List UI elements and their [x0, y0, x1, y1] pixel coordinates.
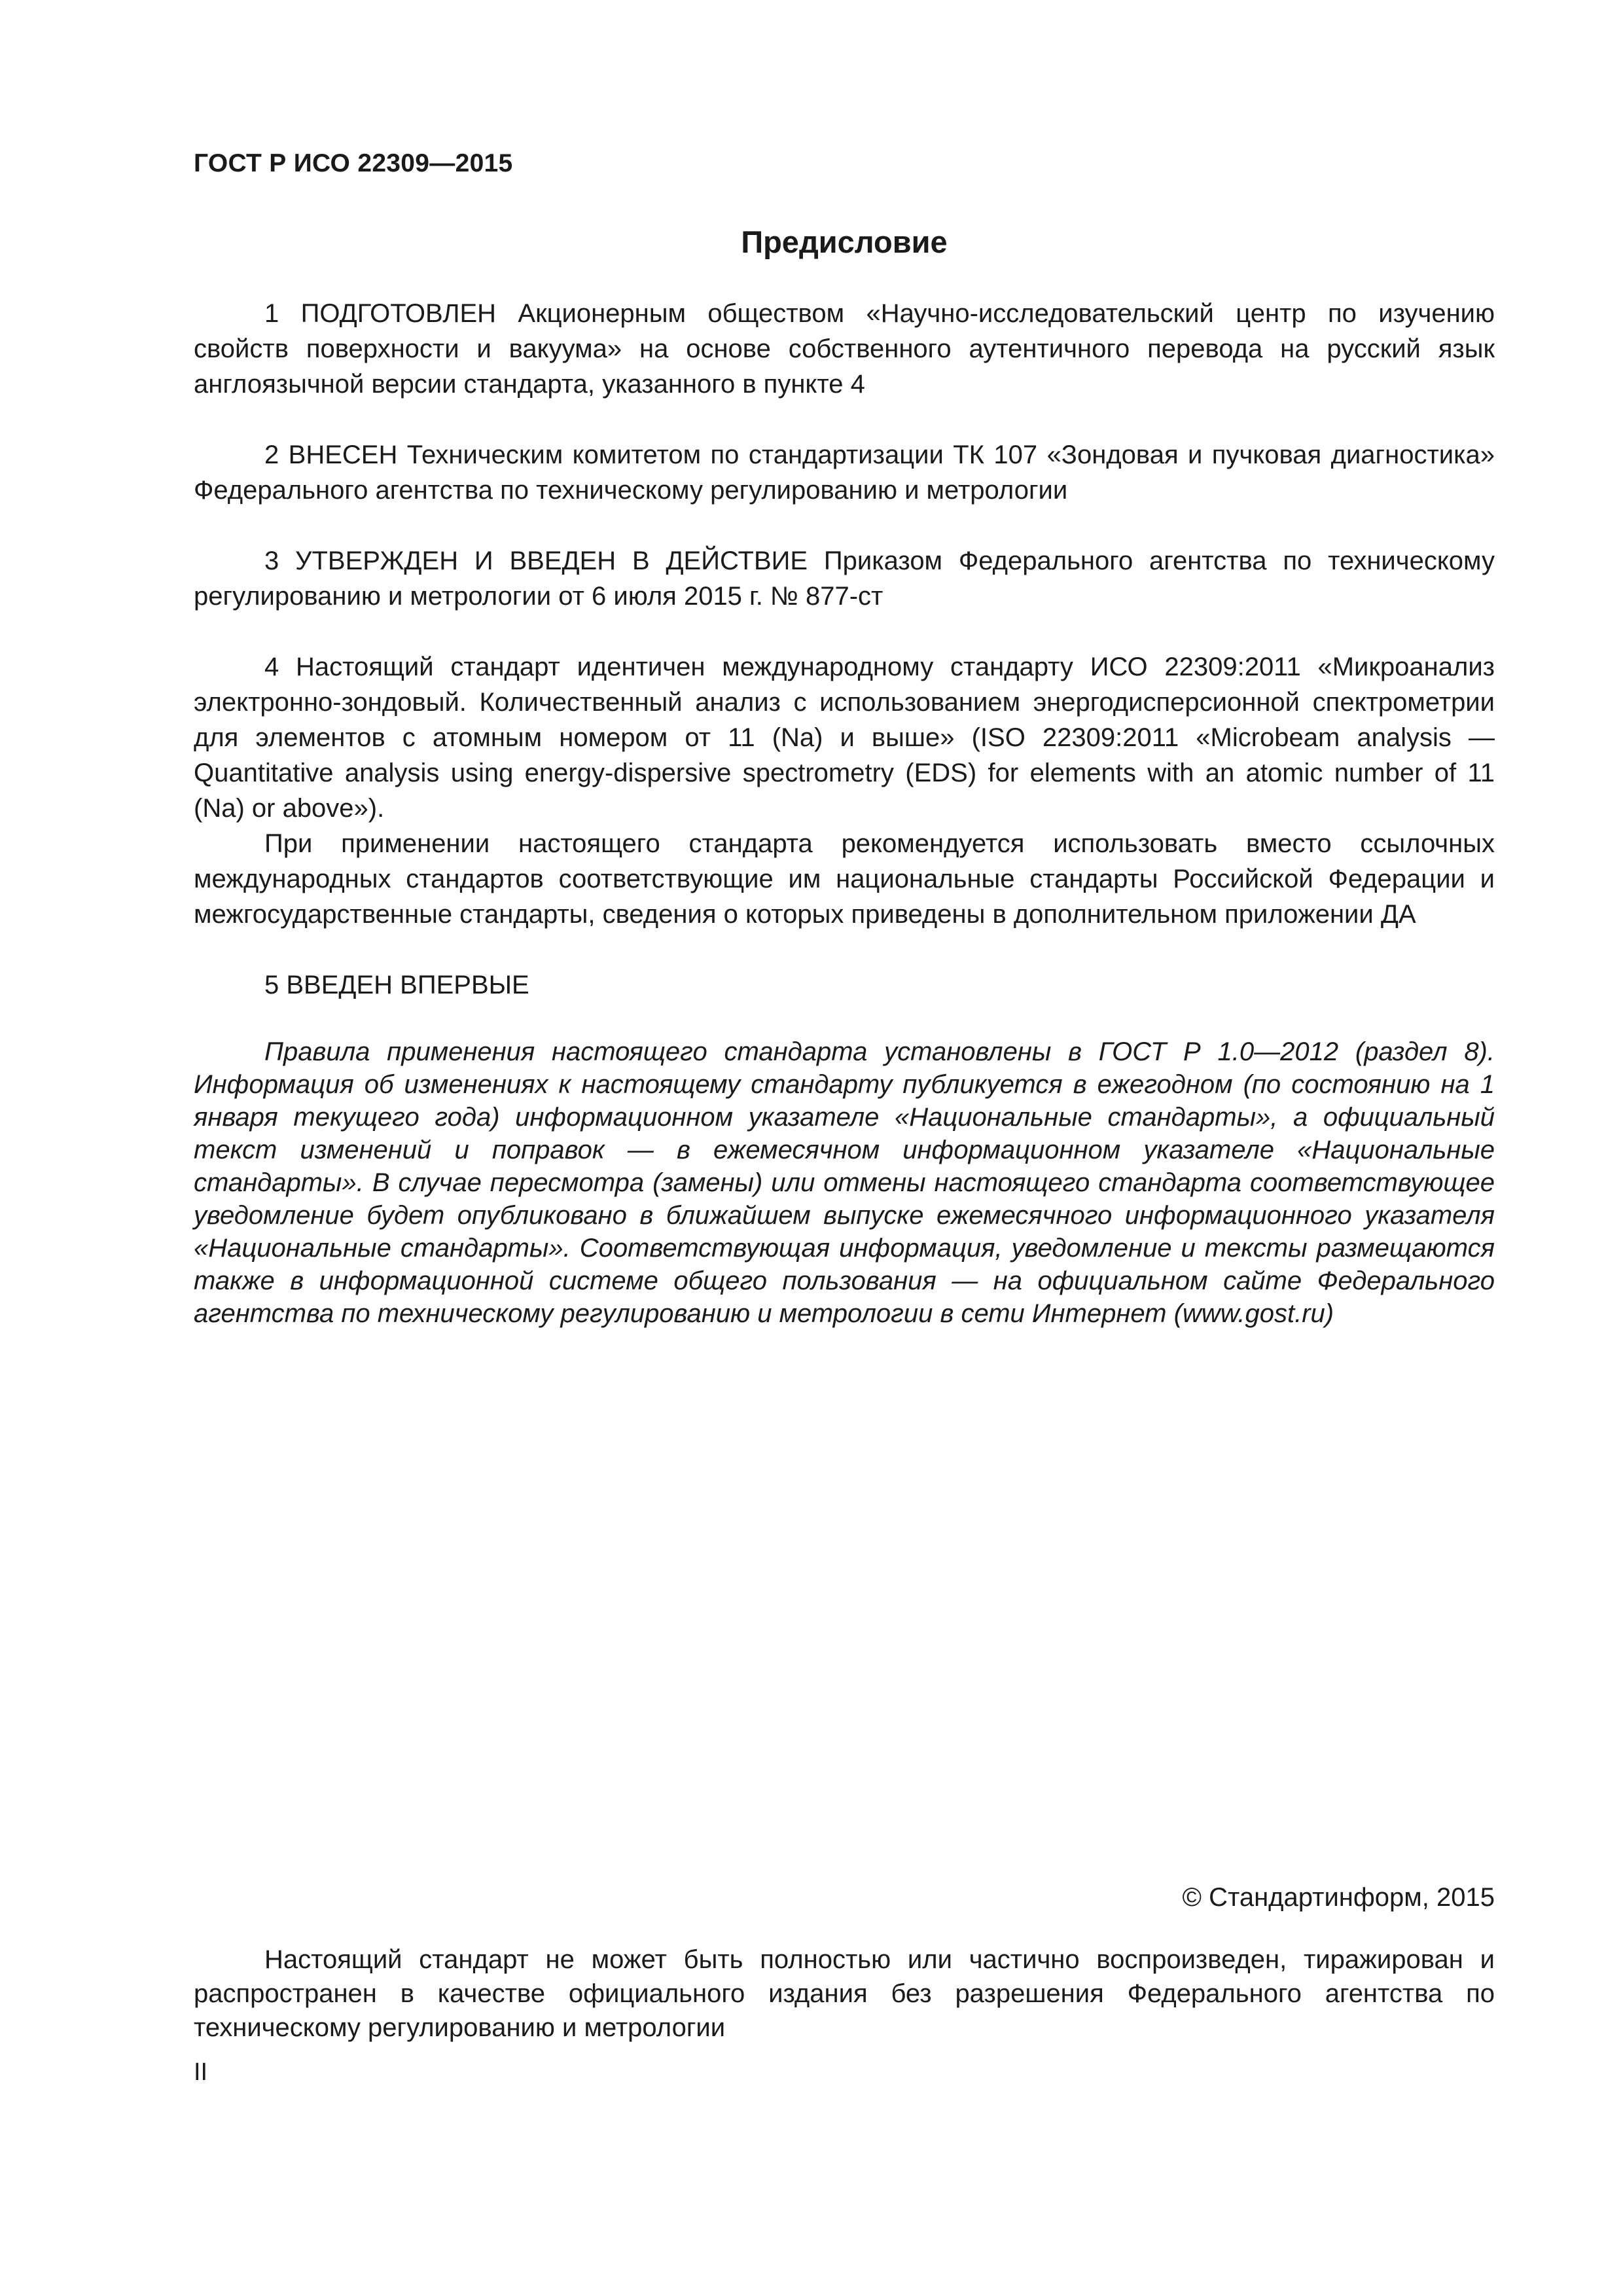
foreword-item-3-lead: 3 УТВЕРЖДЕН И ВВЕДЕН В ДЕЙСТВИЕ [264, 547, 808, 575]
foreword-item-3-text: Приказом Федерального агентства по техническому регулированию и метрологии от 6 июля 2015 г. № 877-ст [194, 547, 1495, 611]
copyright-line: © Стандартинформ, 2015 [1182, 1883, 1495, 1912]
foreword-item-4-text: Настоящий стандарт идентичен международному стандарту ИСО 22309:2011 «Микроанализ электронно-зондовый. Количественный анализ с использованием энергодисперсионной спектрометрии для элементов с атомным номером от 11 (Na) и выше» (ISO 22309:2011 «Microbeam analysis — Quantitative analysis using energy-dispersive spectrometry (EDS) for elements with an atomic number of 11 (Na) or above»). [194, 653, 1495, 823]
foreword-item-5 [194, 967, 1495, 1003]
foreword-items [194, 296, 1495, 1003]
foreword-item-4-note-text: При применении настоящего стандарта рекомендуется использовать вместо ссылочных международных стандартов соответствующие им национальные стандарты Российской Федерации и межгосударственные стандарты, сведения о которых приведены в дополнительном приложении ДА [194, 829, 1495, 929]
foreword-item-2-lead: 2 ВНЕСЕН [264, 440, 398, 469]
foreword-item-4-note [194, 826, 1495, 932]
copyright-notice-text: Настоящий стандарт не может быть полностью или частично воспроизведен, тиражирован и распространен в качестве официального издания без разрешения Федерального агентства по техническому регулированию и метрологии [194, 1945, 1495, 2042]
document-code-header: ГОСТ Р ИСО 22309—2015 [194, 149, 513, 177]
foreword-item-4-lead: 4 [264, 653, 279, 681]
foreword-item-4 [194, 649, 1495, 826]
rules-notice-text: Правила применения настоящего стандарта установлены в ГОСТ Р 1.0—2012 (раздел 8). Информация об изменениях к настоящему стандарту публикуется в ежегодном (по состоянию на 1 января текущего года) информационном указателе «Национальные стандарты», а официальный текст изменений и поправок — в ежемесячном информационном указателе «Национальные стандарты». В случае пересмотра (замены) или отмены настоящего стандарта соответствующее уведомление будет опубликовано в ближайшем выпуске ежемесячного информационного указателя «Национальные стандарты». Соответствующая информация, уведомление и тексты размещаются также в информационной системе общего пользования — на официальном сайте Федерального агентства по техническому регулированию и метрологии в сети Интернет (www.gost.ru) [194, 1037, 1495, 1328]
page-number: II [194, 2058, 208, 2086]
foreword-item-2 [194, 437, 1495, 508]
copyright-notice [194, 1943, 1495, 2045]
rules-notice [194, 1035, 1495, 1330]
foreword-item-1-lead: 1 ПОДГОТОВЛЕН [264, 299, 497, 328]
foreword-item-1-text: Акционерным обществом «Научно-исследовательский центр по изучению свойств поверхности и вакуума» на основе собственного аутентичного перевода на русский язык англоязычной версии стандарта, указанного в пункте 4 [194, 299, 1495, 399]
foreword-item-3 [194, 543, 1495, 614]
foreword-item-2-text: Техническим комитетом по стандартизации ТК 107 «Зондовая и пучковая диагностика» Федерального агентства по техническому регулированию и метрологии [194, 440, 1495, 505]
foreword-item-1 [194, 296, 1495, 402]
foreword-item-5-lead: 5 ВВЕДЕН ВПЕРВЫЕ [264, 971, 529, 999]
page-title: Предисловие [741, 224, 948, 259]
